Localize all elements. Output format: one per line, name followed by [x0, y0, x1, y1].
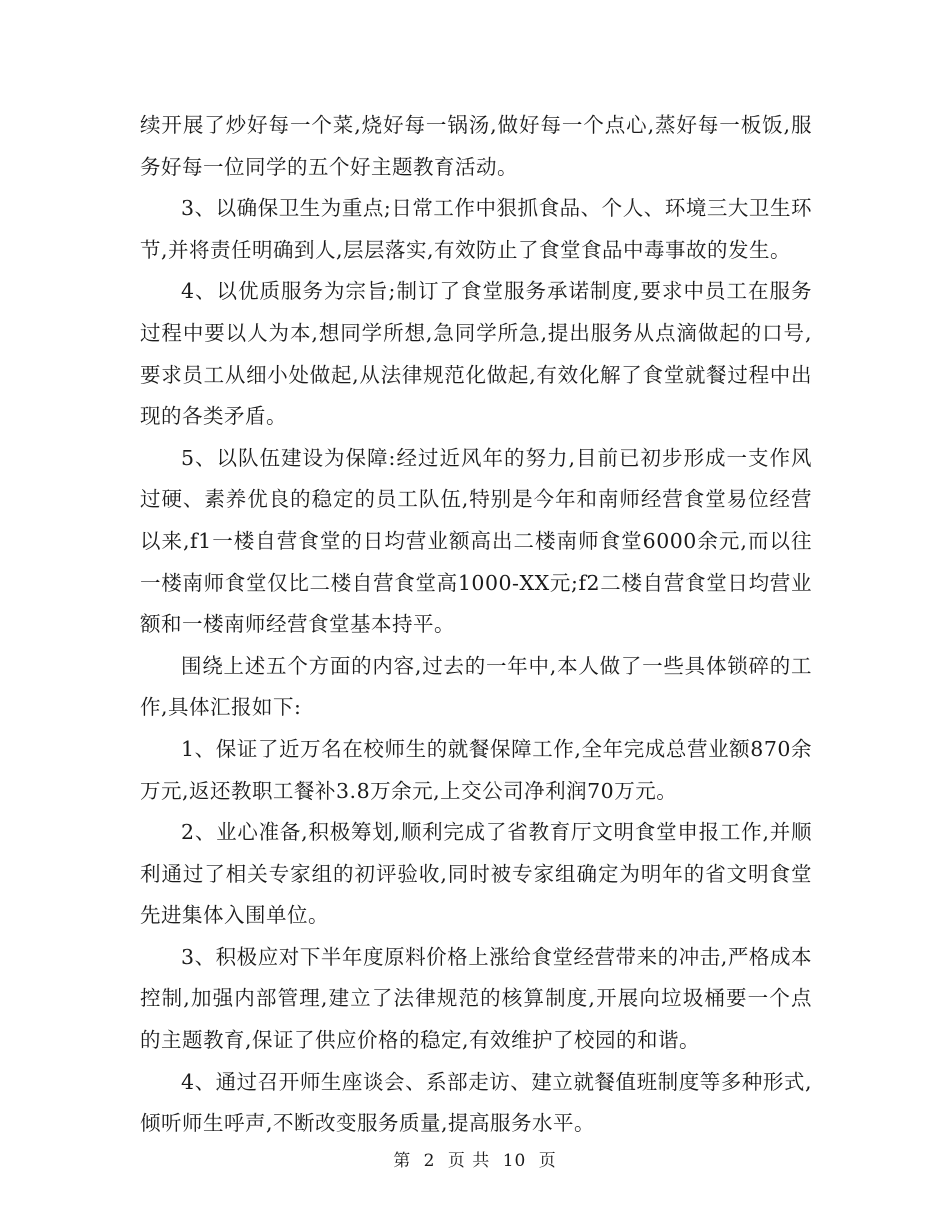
- footer-suffix: 页: [538, 1151, 557, 1171]
- paragraph-2: 3、以确保卫生为重点;日常工作中狠抓食品、个人、环境三大卫生环节,并将责任明确到人,层层落实,有效防止了食堂食品中毒事故的发生。: [140, 196, 812, 262]
- paragraph-8: 3、积极应对下半年度原料价格上涨给食堂经营带来的冲击,严格成本控制,加强内部管理,建立了法律规范的核算制度,开展向垃圾桶要一个点的主题教育,保证了供应价格的稳定,有效维护了校园的和谐。: [140, 944, 812, 1053]
- footer-current-page: 2: [423, 1151, 436, 1171]
- paragraph-4: 5、以队伍建设为保障:经过近风年的努力,目前已初步形成一支作风过硬、素养优良的稳定的员工队伍,特别是今年和南师经营食堂易位经营以来,f1一楼自营食堂的日均营业额高出二楼南师食堂6000余元,而以往一楼南师食堂仅比二楼自营食堂高1000-XX元;f2二楼自营食堂日均营业额和一楼南师经营食堂基本持平。: [140, 445, 812, 637]
- paragraph-6: 1、保证了近万名在校师生的就餐保障工作,全年完成总营业额870余万元,返还教职工餐补3.8万余元,上交公司净利润70万元。: [140, 736, 812, 803]
- paragraph-7: 2、业心准备,积极筹划,顺利完成了省教育厅文明食堂申报工作,并顺利通过了相关专家组的初评验收,同时被专家组确定为明年的省文明食堂先进集体入围单位。: [140, 820, 812, 928]
- paragraph-5: 围绕上述五个方面的内容,过去的一年中,本人做了一些具体锁碎的工作,具体汇报如下:: [140, 653, 812, 720]
- paragraph-1: 续开展了炒好每一个菜,烧好每一锅汤,做好每一个点心,蒸好每一板饭,服务好每一位同学的五个好主题教育活动。: [140, 113, 812, 179]
- footer-middle: 页 共: [447, 1151, 491, 1171]
- page-footer: [0, 1146, 950, 1171]
- paragraph-9: 4、通过召开师生座谈会、系部走访、建立就餐值班制度等多种形式,倾听师生呼声,不断改变服务质量,提高服务水平。: [140, 1069, 812, 1136]
- footer-prefix: 第: [393, 1151, 412, 1171]
- footer-total-pages: 10: [502, 1151, 527, 1171]
- paragraph-3: 4、以优质服务为宗旨;制订了食堂服务承诺制度,要求中员工在服务过程中要以人为本,想同学所想,急同学所急,提出服务从点滴做起的口号,要求员工从细小处做起,从法律规范化做起,有效化解了食堂就餐过程中出现的各类矛盾。: [140, 279, 812, 429]
- document-body: [140, 105, 812, 1145]
